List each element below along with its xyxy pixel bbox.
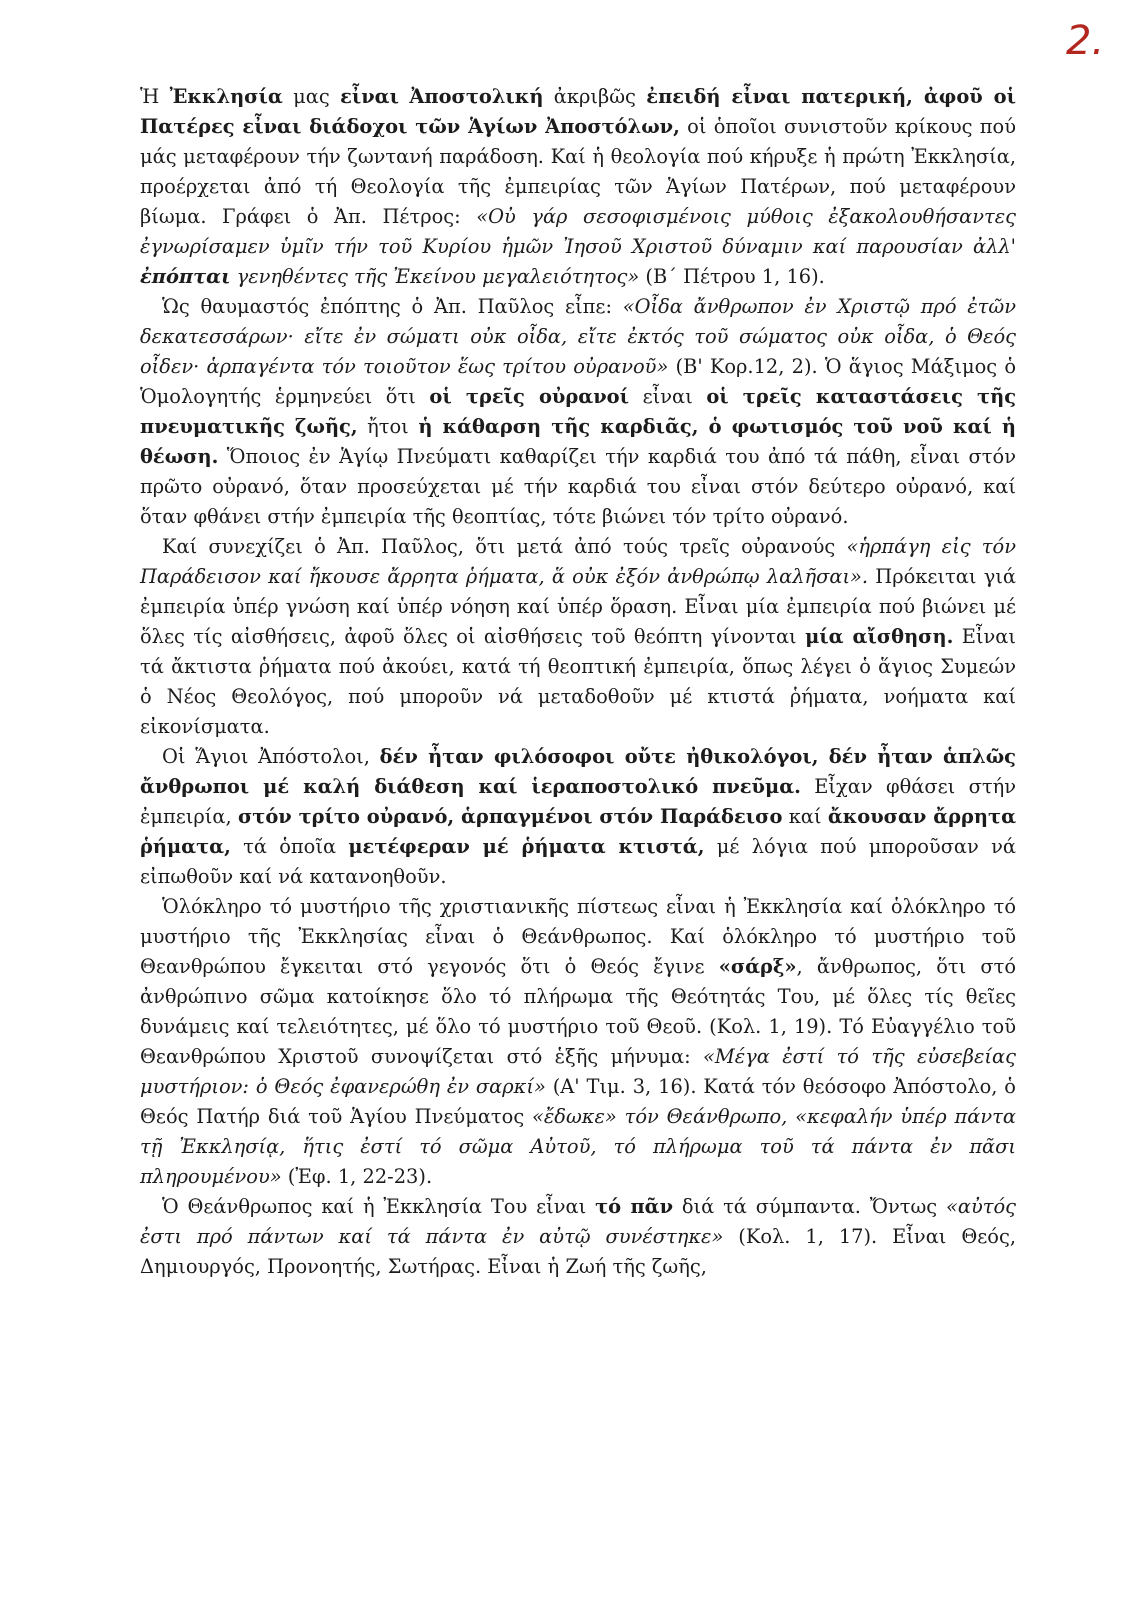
bold-text: μία αἴσθηση.: [805, 625, 954, 648]
quotation-text: γενηθέντες τῆς Ἐκείνου μεγαλειότητος»: [230, 265, 640, 288]
paragraph: [140, 532, 1016, 742]
body-text: Πρόκειται γιά ἐμπειρία ὑπέρ γνώση καί ὑπέρ νόηση καί ὑπέρ ὅραση. Εἶναι μία ἐμπειρία πού βιώνει μέ ὅλες τίς αἰσθήσεις, ἀφοῦ ὅλες οἱ αἰσθήσεις τοῦ θεόπτη γίνονται: [140, 565, 1016, 648]
paragraph: [140, 892, 1016, 1192]
paragraph: [140, 1192, 1016, 1282]
emphasis-text: ἐπόπται: [140, 265, 231, 288]
body-text: Καί συνεχίζει ὁ Ἀπ. Παῦλος, ὅτι μετά ἀπό τούς τρεῖς οὐρανούς: [162, 535, 847, 558]
bold-text: ἡ κάθαρση τῆς καρδιᾶς, ὁ φωτισμός τοῦ νοῦ καί ἡ θέωση.: [140, 415, 1017, 468]
body-text: Ὡς θαυμαστός ἐπόπτης ὁ Ἀπ. Παῦλος εἶπε:: [162, 295, 623, 318]
quotation-text: «ἡρπάγη εἰς τόν Παράδεισον καί ἤκουσε ἄρρητα ῥήματα, ἅ οὐκ ἐξόν ἀνθρώπῳ λαλῆσαι».: [140, 535, 1016, 588]
body-text: Εἶχαν φθάσει στήν ἐμπειρία,: [140, 775, 1016, 828]
paragraph: [140, 292, 1016, 532]
body-text: Ὅποιος ἐν Ἁγίῳ Πνεύματι καθαρίζει τήν καρδιά του ἀπό τά πάθη, εἶναι στόν πρῶτο οὐρανό, ὅταν προσεύχεται μέ τήν καρδιά του εἶναι στόν δεύτερο οὐρανό, καί ὅταν φθάνει στήν ἐμπειρία τῆς θεοπτίας, τότε βιώνει τόν τρίτο οὐρανό.: [140, 445, 1016, 528]
body-text: [399, 85, 409, 108]
body-text: τά ὁποῖα: [230, 835, 349, 858]
body-text: (Β´ Πέτρου 1, 16).: [639, 265, 825, 288]
bold-text: οἱ τρεῖς οὐρανοί: [429, 385, 629, 408]
quotation-text: «ἔδωκε» τόν Θεάνθρωπο, «κεφαλήν ὑπέρ πάντα τῇ Ἐκκλησίᾳ, ἥτις ἐστί τό σῶμα Αὐτοῦ, τό πλήρωμα τοῦ τά πάντα ἐν πᾶσι πληρουμένου»: [140, 1105, 1016, 1188]
bold-text: Ἐκκλησία: [169, 85, 283, 108]
bold-text: στόν τρίτο οὐρανό, ἁρπαγμένοι στόν Παράδεισο: [237, 805, 783, 828]
body-text: μέ λόγια πού μποροῦσαν νά εἰπωθοῦν καί νά κατανοηθοῦν.: [140, 835, 1017, 888]
body-text: , ἄνθρωπος, ὅτι στό ἀνθρώπινο σῶμα κατοίκησε ὅλο τό πλήρωμα τῆς Θεότητάς Του, μέ ὅλες τίς θεῖες δυνάμεις καί τελειότητες, μέ ὅλο τό μυστήριο τοῦ Θεοῦ. (Κολ. 1, 19). Τό Εὐαγγέλιο τοῦ Θεανθρώπου Χριστοῦ συνοψίζεται στό ἑξῆς μήνυμα:: [140, 955, 1016, 1068]
body-text: Ὁλόκληρο τό μυστήριο τῆς χριστιανικῆς πίστεως εἶναι ἡ Ἐκκλησία καί ὁλόκληρο τό μυστήριο τῆς Ἐκκλησίας εἶναι ὁ Θεάνθρωπος. Καί ὁλόκληρο τό μυστήριο τοῦ Θεανθρώπου ἔγκειται στό γεγονός ὅτι ὁ Θεός ἔγινε: [140, 895, 1016, 978]
body-text: ἀκριβῶς: [543, 85, 647, 108]
bold-text: εἶναι: [340, 85, 399, 108]
document-body: [140, 82, 1016, 1282]
body-text: οἱ ὁποῖοι συνιστοῦν κρίκους πού μάς μεταφέρουν τήν ζωντανή παράδοση. Καί ἡ θεολογία πού κήρυξε ἡ πρώτη Ἐκκλησία, προέρχεται ἀπό τή Θεολογία τῆς ἐμπειρίας τῶν Ἁγίων Πατέρων, πού μεταφέρουν βίωμα. Γράφει ὁ Ἀπ. Πέτρος:: [140, 115, 1016, 228]
body-text: Ὁ Θεάνθρωπος καί ἡ Ἐκκλησία Του εἶναι: [162, 1195, 596, 1218]
bold-text: οἱ τρεῖς καταστάσεις τῆς πνευματικῆς ζωῆς,: [140, 385, 1017, 438]
quotation-text: «αὐτός ἐστι πρό πάντων καί τά πάντα ἐν αὐτῷ συνέστηκε»: [140, 1195, 1016, 1248]
body-text: διά τά σύμπαντα. Ὄντως: [673, 1195, 946, 1218]
bold-text: ἄκουσαν ἄρρητα ῥήματα,: [140, 805, 1016, 858]
bold-text: τό πᾶν: [595, 1195, 674, 1218]
quotation-text: «Οἶδα ἄνθρωπον ἐν Χριστῷ πρό ἐτῶν δεκατεσσάρων· εἴτε ἐν σώματι οὐκ οἶδα, εἴτε ἐκτός τοῦ σώματος οὐκ οἶδα, ὁ Θεός οἶδεν· ἁρπαγέντα τόν τοιοῦτον ἕως τρίτου οὐρανοῦ»: [140, 295, 1017, 378]
body-text: (Κολ. 1, 17). Εἶναι Θεός, Δημιουργός, Προνοητής, Σωτήρας. Εἶναι ἡ Ζωή τῆς ζωῆς,: [140, 1225, 1016, 1278]
bold-text: μετέφεραν μέ ῥήματα κτιστά,: [348, 835, 705, 858]
body-text: (Β' Κορ.12, 2). Ὁ ἅγιος Μάξιμος ὁ Ὁμολογητής ἑρμηνεύει ὅτι: [140, 355, 1016, 408]
bold-text: «σάρξ»: [718, 955, 797, 978]
body-text: καί: [782, 805, 828, 828]
bold-text: Ἀποστολική: [409, 85, 544, 108]
body-text: (Ἐφ. 1, 22-23).: [281, 1165, 433, 1188]
paragraph: [140, 82, 1016, 292]
body-text: εἶναι: [628, 385, 707, 408]
page-number: 2.: [1066, 18, 1105, 64]
paragraph: [140, 742, 1016, 892]
body-text: Ἡ: [140, 85, 170, 108]
body-text: (Α' Τιμ. 3, 16). Κατά τόν θεόσοφο Ἀπόστολο, ὁ Θεός Πατήρ διά τοῦ Ἁγίου Πνεύματος: [140, 1075, 1016, 1128]
quotation-text: «Μέγα ἐστί τό τῆς εὐσεβείας μυστήριον: ὁ Θεός ἐφανερώθη ἐν σαρκί»: [140, 1045, 1016, 1098]
body-text: ἤτοι: [357, 415, 419, 438]
bold-text: δέν ἦταν φιλόσοφοι οὔτε ἠθικολόγοι, δέν ἦταν ἁπλῶς ἄνθρωποι μέ καλή διάθεση καί ἱεραποστολικό πνεῦμα.: [140, 745, 1016, 798]
body-text: Οἱ Ἅγιοι Ἀπόστολοι,: [162, 745, 380, 768]
quotation-text: «Οὐ γάρ σεσοφισμένοις μύθοις ἐξακολουθήσαντες ἐγνωρίσαμεν ὑμῖν τήν τοῦ Κυρίου ἡμῶν Ἰησοῦ Χριστοῦ δύναμιν καί παρουσίαν ἀλλ': [140, 205, 1016, 258]
body-text: μας: [282, 85, 341, 108]
body-text: Εἶναι τά ἄκτιστα ῥήματα πού ἀκούει, κατά τή θεοπτική ἐμπειρία, ὅπως λέγει ὁ ἅγιος Συμεών ὁ Νέος Θεολόγος, πού μποροῦν νά μεταδοθοῦν μέ κτιστά ῥήματα, νοήματα καί εἰκονίσματα.: [140, 625, 1016, 738]
bold-text: ἐπειδή εἶναι πατερική, ἀφοῦ οἱ Πατέρες εἶναι διάδοχοι τῶν Ἁγίων Ἀποστόλων,: [140, 85, 1016, 138]
